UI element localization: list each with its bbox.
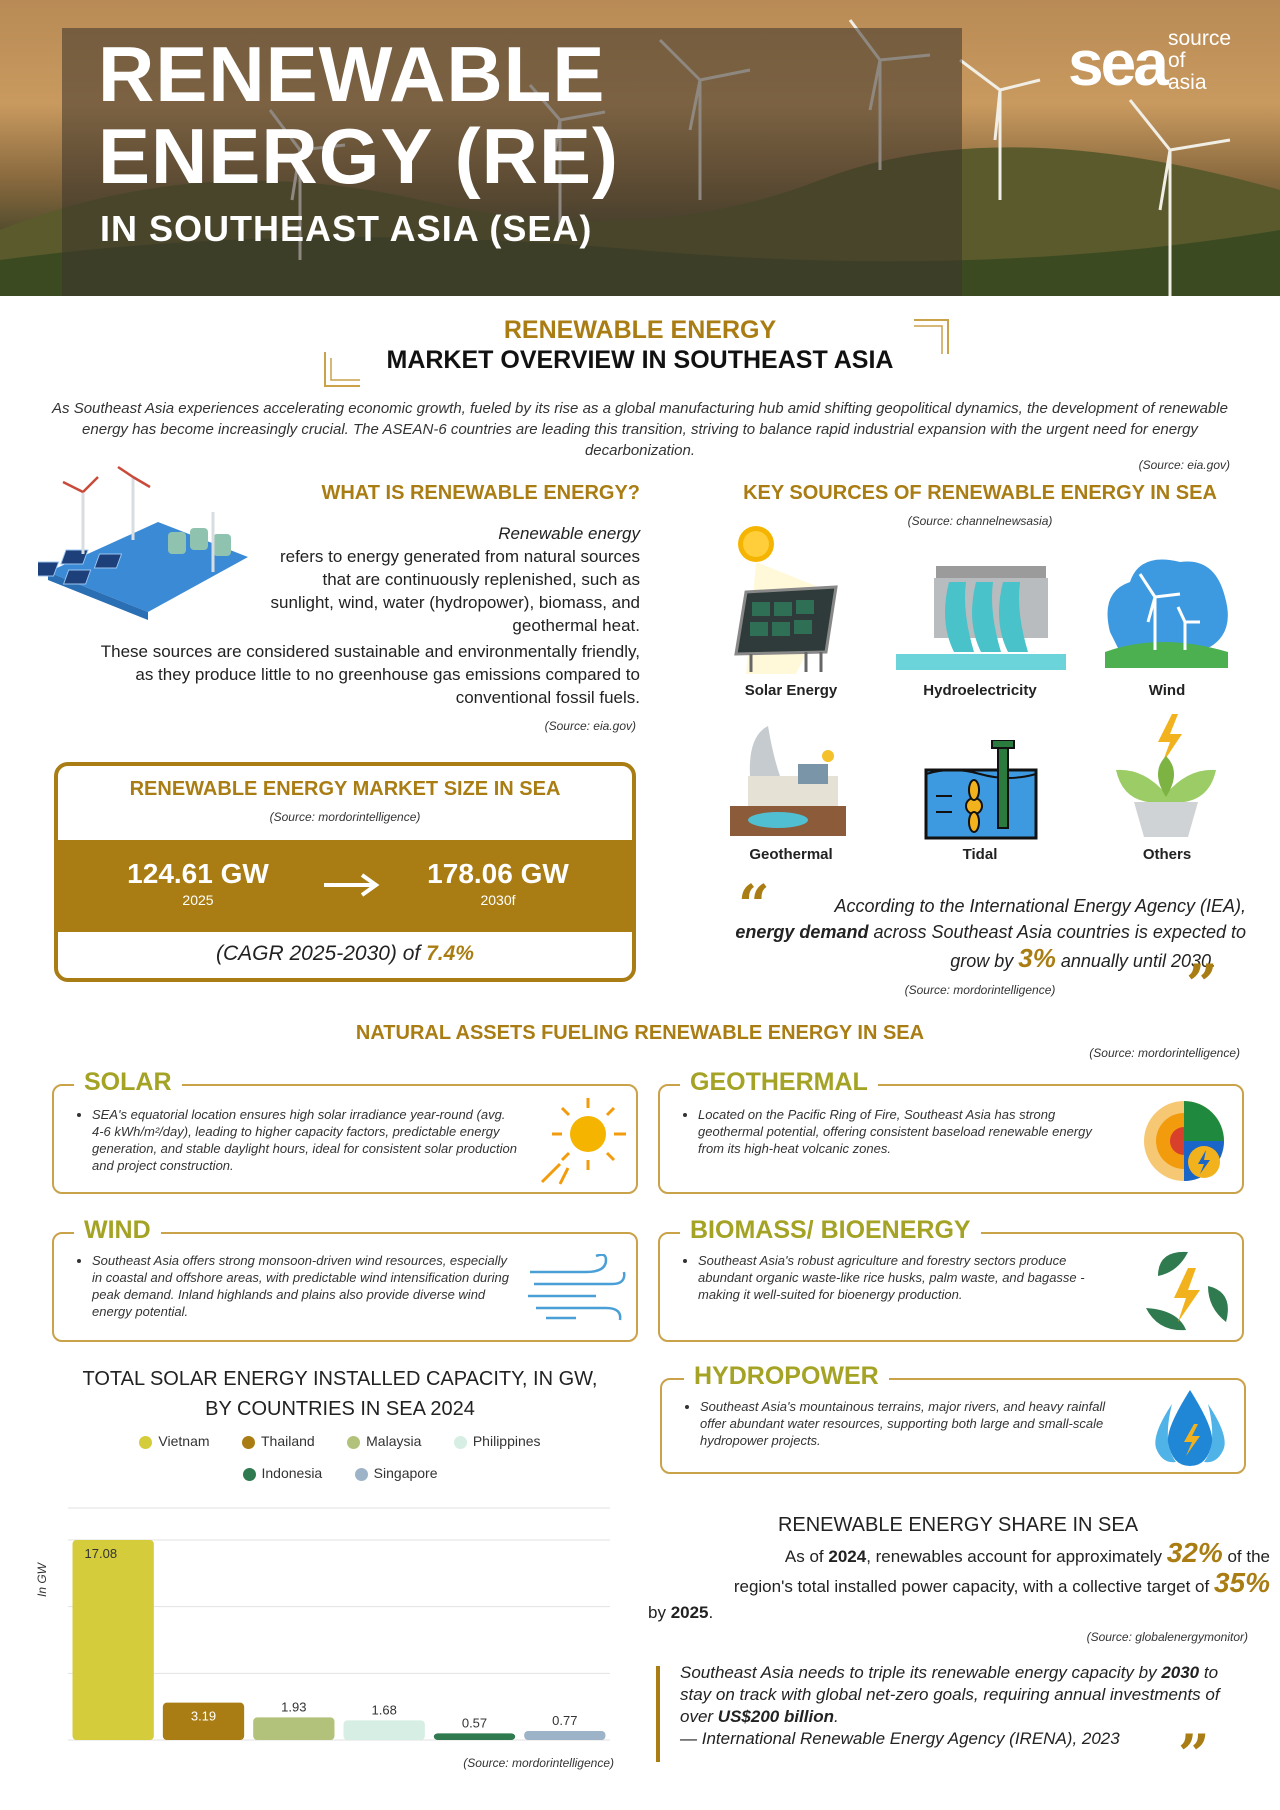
wind-text: • Southeast Asia offers strong monsoon-driven wind resources, especially in coastal and offshore areas, with predictable wind intensification during peak demand. Inland highlands and plains also provide diverse wind energy potential. xyxy=(92,1252,518,1320)
earth-layers-icon xyxy=(1136,1096,1232,1186)
overview-title-line2: MARKET OVERVIEW IN SOUTHEAST ASIA xyxy=(386,346,894,374)
natural-assets-source: (Source: mordorintelligence) xyxy=(1089,1046,1240,1060)
geothermal-card-title: GEOTHERMAL xyxy=(680,1068,878,1097)
natural-assets-title: NATURAL ASSETS FUELING RENEWABLE ENERGY IN SEA xyxy=(355,1022,925,1044)
legend-label: Thailand xyxy=(260,1433,315,1449)
source-label-others: Others xyxy=(1142,846,1192,863)
iea-bold: energy demand xyxy=(735,922,869,942)
irena-year: 2030 xyxy=(1161,1663,1200,1682)
solar-card xyxy=(52,1084,638,1194)
source-label-geothermal: Geothermal xyxy=(749,846,833,863)
market-size-card xyxy=(54,762,636,982)
iea-text3-post: annually until 2030. xyxy=(1055,951,1216,971)
source-label-tidal: Tidal xyxy=(962,846,998,863)
iea-line2 xyxy=(680,919,1246,945)
re-share-line2 xyxy=(640,1567,1270,1600)
re-share-title: RENEWABLE ENERGY SHARE IN SEA xyxy=(777,1514,1139,1536)
irena-t1: Southeast Asia needs to triple its renewable energy capacity by xyxy=(680,1663,1162,1682)
legend-label: Vietnam xyxy=(158,1433,210,1449)
brand-logo: sea xyxy=(1068,27,1166,99)
solar-list xyxy=(78,1106,518,1174)
legend-label: Indonesia xyxy=(261,1465,323,1481)
value-label-singapore: 0.77 xyxy=(552,1712,578,1728)
wind-list xyxy=(78,1252,518,1320)
quote-close-icon: ” xyxy=(1186,952,1218,1017)
tidal-turbine-icon xyxy=(922,740,1040,840)
bar-malaysia xyxy=(253,1717,334,1740)
re-share-line3 xyxy=(640,1600,1270,1626)
legend-item-philippines xyxy=(454,1433,541,1449)
re-share-35-percent: 35% xyxy=(1213,1567,1270,1598)
legend-dot xyxy=(347,1436,360,1449)
legend-item-vietnam xyxy=(139,1433,209,1449)
quote-open-icon: “ xyxy=(738,872,770,937)
what-is-title: WHAT IS RENEWABLE ENERGY? xyxy=(321,482,640,504)
re-share-t2: , renewables account for approximately xyxy=(866,1547,1167,1566)
bar-singapore xyxy=(524,1731,605,1740)
re-share-t3: of the xyxy=(1222,1547,1270,1566)
value-label-thailand: 3.19 xyxy=(190,1708,217,1724)
chart-legend xyxy=(80,1433,600,1483)
what-is-sustainability: These sources are considered sustainable and environmentally friendly, as they produce little to no greenhouse gas emissions compared to conventional fossil fuels. xyxy=(100,642,640,707)
re-share-text xyxy=(640,1537,1270,1626)
legend-dot xyxy=(355,1468,368,1481)
iea-growth-value: 3% xyxy=(1018,943,1056,973)
hero-title-line1: RENEWABLE xyxy=(98,30,606,118)
cagr-value: 7.4% xyxy=(426,942,474,965)
re-share-t5: by xyxy=(648,1603,671,1622)
irena-quote-close-icon: ” xyxy=(1178,1722,1210,1787)
geothermal-plant-icon xyxy=(728,716,848,840)
legend-dot xyxy=(139,1436,152,1449)
irena-t2: to stay on track with global net-zero goals, requiring annual investments of over xyxy=(680,1663,1220,1726)
sun-icon xyxy=(532,1092,632,1188)
wind-turbine-icon xyxy=(1100,552,1232,668)
source-label-hydroelectricity: Hydroelectricity xyxy=(923,682,1037,699)
irena-investment: US$200 billion xyxy=(717,1707,834,1726)
legend-item-malaysia xyxy=(347,1433,421,1449)
biomass-list xyxy=(684,1252,1124,1303)
key-sources-source: (Source: channelnewsasia) xyxy=(907,514,1053,528)
market-size-source: (Source: mordorintelligence) xyxy=(269,810,421,824)
legend-dot xyxy=(454,1436,467,1449)
solar-text: • SEA's equatorial location ensures high solar irradiance year-round (avg. 4-6 kWh/m²/day), leading to higher capacity factors, predictable energy generation, and stable daylight hours, ideal for consistent solar production and project construction. xyxy=(92,1106,518,1174)
re-share-32-percent: 32% xyxy=(1166,1537,1223,1568)
re-share-t1: As of xyxy=(784,1547,829,1566)
market-size-2030-year: 2030f xyxy=(480,892,516,908)
re-share-year1: 2024 xyxy=(828,1547,867,1566)
re-share-year2: 2025 xyxy=(670,1603,709,1622)
brand-logo-text: source of asia xyxy=(1168,27,1232,94)
re-share-t6: . xyxy=(708,1603,714,1622)
iea-text3-pre: grow by xyxy=(950,951,1019,971)
irena-attribution: — International Renewable Energy Agency (IRENA), 2023 xyxy=(680,1729,1120,1748)
iea-text2: across Southeast Asia countries is expected to xyxy=(868,922,1246,942)
arrow-right-icon xyxy=(322,870,382,900)
value-label-vietnam: 17.08 xyxy=(84,1546,118,1561)
legend-item-indonesia xyxy=(243,1465,323,1481)
iea-line3 xyxy=(680,945,1246,974)
irena-quote-bar xyxy=(656,1666,660,1762)
hydropower-list xyxy=(686,1398,1126,1449)
what-is-source: (Source: eia.gov) xyxy=(544,719,636,733)
overview-title-line1: RENEWABLE ENERGY xyxy=(503,316,777,344)
hero-title-line2: ENERGY (RE) xyxy=(98,112,619,200)
biomass-card-title: BIOMASS/ BIOENERGY xyxy=(680,1216,981,1245)
overview-source: (Source: eia.gov) xyxy=(1138,458,1230,472)
iea-quote-text xyxy=(680,893,1246,974)
hydropower-text: • Southeast Asia's mountainous terrains, major rivers, and heavy rainfall offer abundant water resources, supporting both large and small-scale hydropower projects. xyxy=(700,1398,1126,1449)
hero-subtitle: IN SOUTHEAST ASIA (SEA) xyxy=(100,208,593,249)
what-is-definition: refers to energy generated from natural sources that are continuously replenished, such as sunlight, wind, water (hydropower), biomass, and geothermal heat. xyxy=(270,547,640,635)
overview-text: As Southeast Asia experiences accelerating economic growth, fueled by its rise as a global manufacturing hub amid shifting geopolitical dynamics, the development of renewable energy has become increasingly crucial. The ASEAN-6 countries are leading this transition, striving to balance rapid industrial expansion with the urgent need for energy decarbonization. xyxy=(52,400,1228,459)
value-label-malaysia: 1.93 xyxy=(281,1699,307,1715)
solar-card-title: SOLAR xyxy=(74,1068,182,1097)
wind-card-title: WIND xyxy=(74,1216,161,1245)
legend-label: Singapore xyxy=(373,1465,438,1481)
market-size-cagr xyxy=(58,942,632,966)
what-is-text-block xyxy=(260,522,640,637)
chart-y-axis-label: In GW xyxy=(35,1562,49,1598)
solar-capacity-bar-chart xyxy=(30,1500,620,1746)
chart-title-line1: TOTAL SOLAR ENERGY INSTALLED CAPACITY, IN GW, xyxy=(82,1368,598,1390)
geothermal-list xyxy=(684,1106,1114,1157)
biomass-text: • Southeast Asia's robust agriculture and forestry sectors produce abundant organic waste-like rice husks, palm waste, and bagasse - making it well-suited for bioenergy production. xyxy=(698,1252,1124,1303)
legend-dot xyxy=(243,1468,256,1481)
plant-energy-icon xyxy=(1114,712,1218,842)
renewable-energy-illustration xyxy=(38,462,258,622)
hydroelectric-dam-icon xyxy=(894,562,1068,674)
iea-source: (Source: mordorintelligence) xyxy=(904,983,1056,997)
irena-quote-text xyxy=(680,1662,1240,1750)
cagr-label: (CAGR 2025-2030) of xyxy=(216,942,427,965)
geothermal-card xyxy=(658,1084,1244,1194)
legend-item-singapore xyxy=(355,1465,438,1481)
re-share-source: (Source: globalenergymonitor) xyxy=(1086,1630,1248,1644)
value-label-philippines: 1.68 xyxy=(371,1702,397,1718)
chart-source: (Source: mordorintelligence) xyxy=(463,1756,614,1770)
bar-philippines xyxy=(344,1720,425,1740)
water-drop-icon xyxy=(1142,1384,1238,1472)
re-share-line1 xyxy=(640,1537,1270,1570)
hydropower-card xyxy=(660,1378,1246,1474)
chart-bars xyxy=(73,1540,606,1740)
wind-gust-icon xyxy=(526,1254,630,1324)
solar-panel-icon xyxy=(726,522,846,674)
value-label-indonesia: 0.57 xyxy=(461,1715,488,1731)
geothermal-text: • Located on the Pacific Ring of Fire, Southeast Asia has strong geothermal potential, offering consistent baseload renewable energy from its high-heat volcanic zones. xyxy=(698,1106,1114,1157)
chart-value-labels xyxy=(85,1546,578,1730)
source-label-wind: Wind xyxy=(1148,682,1186,699)
legend-dot xyxy=(242,1436,255,1449)
market-size-title: RENEWABLE ENERGY MARKET SIZE IN SEA xyxy=(129,778,561,800)
biomass-card xyxy=(658,1232,1244,1342)
market-size-2030-value: 178.06 GW xyxy=(427,858,569,889)
bioenergy-leaf-icon xyxy=(1138,1246,1232,1338)
legend-item-thailand xyxy=(242,1433,315,1449)
legend-label: Philippines xyxy=(472,1433,541,1449)
wind-card xyxy=(52,1232,638,1342)
bar-vietnam xyxy=(73,1540,154,1740)
bar-indonesia xyxy=(434,1733,515,1740)
iea-line1: According to the International Energy Agency (IEA), xyxy=(834,896,1246,916)
hydropower-card-title: HYDROPOWER xyxy=(684,1362,889,1391)
legend-label: Malaysia xyxy=(366,1433,422,1449)
chart-title xyxy=(40,1364,640,1424)
source-label-solar: Solar Energy xyxy=(744,682,838,699)
chart-title-line2: BY COUNTRIES IN SEA 2024 xyxy=(205,1398,475,1420)
market-size-2025-year: 2025 xyxy=(182,892,214,908)
irena-t3: . xyxy=(834,1707,839,1726)
re-share-t4: region's total installed power capacity, with a collective target of xyxy=(733,1577,1214,1596)
market-size-2025-value: 124.61 GW xyxy=(127,858,269,889)
key-sources-title: KEY SOURCES OF RENEWABLE ENERGY IN SEA xyxy=(743,482,1217,504)
what-is-term: Renewable energy xyxy=(498,524,640,543)
